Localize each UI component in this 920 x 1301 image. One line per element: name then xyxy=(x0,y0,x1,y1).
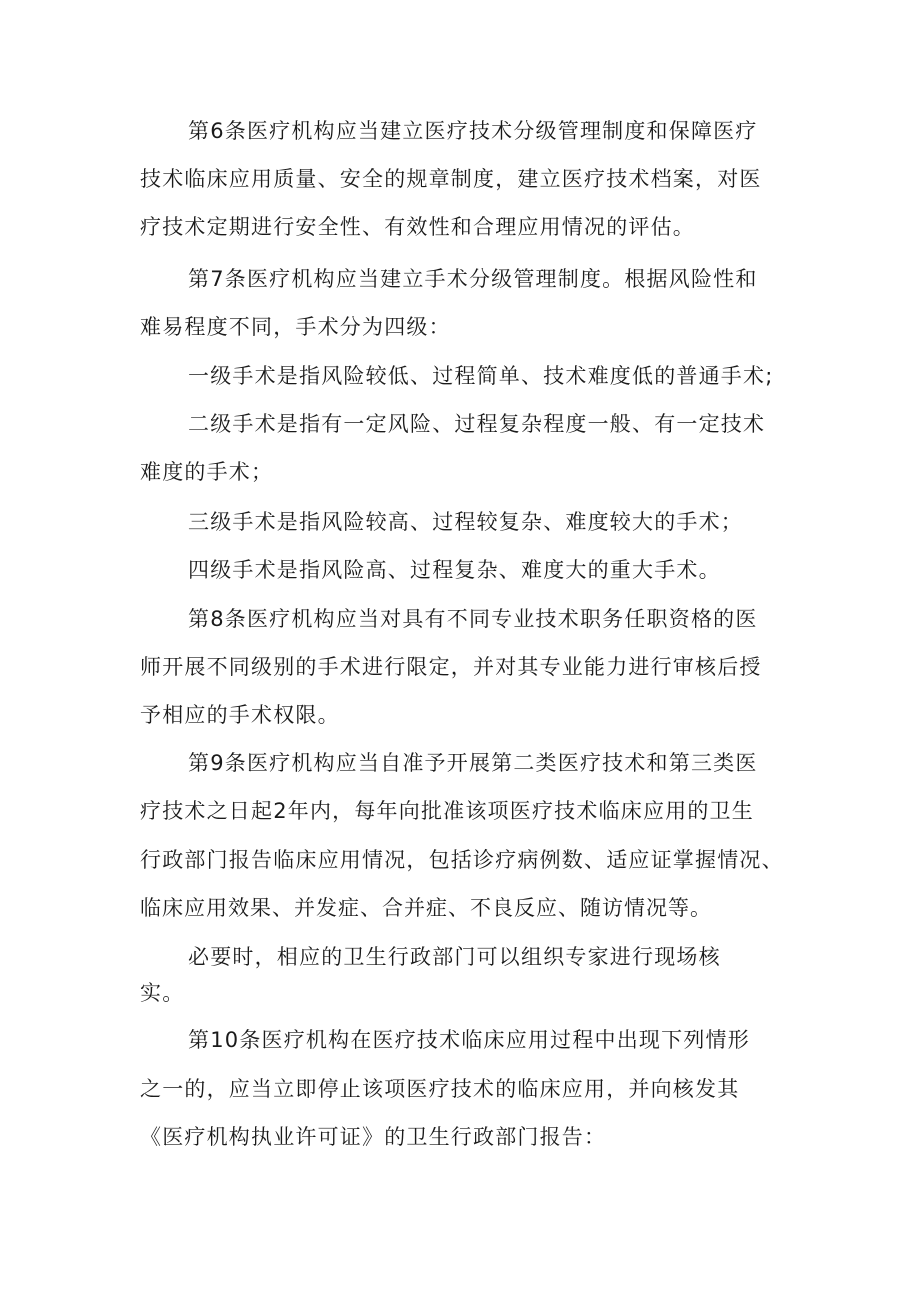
article-10-line-3: 《医疗机构执业许可证》的卫生行政部门报告： xyxy=(140,1125,607,1149)
article-9-line-4: 临床应用效果、并发症、合并症、不良反应、随访情况等。 xyxy=(140,896,712,920)
surgery-level-4: 四级手术是指风险高、过程复杂、难度大的重大手术。 xyxy=(188,558,721,582)
article-6-line-1: 第6条医疗机构应当建立医疗技术分级管理制度和保障医疗 xyxy=(188,119,758,143)
article-6-line-3: 疗技术定期进行安全性、有效性和合理应用情况的评估。 xyxy=(140,215,695,239)
article-9-line-3: 行政部门报告临床应用情况，包括诊疗病例数、适应证掌握情况、 xyxy=(140,848,784,872)
article-9-line-2: 疗技术之日起2年内，每年向批准该项医疗技术临床应用的卫生 xyxy=(140,799,754,823)
article-10-line-2: 之一的，应当立即停止该项医疗技术的临床应用，并向核发其 xyxy=(140,1077,740,1101)
article-9-line-1: 第9条医疗机构应当自准予开展第二类医疗技术和第三类医 xyxy=(188,751,758,775)
article-8-line-3: 予相应的手术权限。 xyxy=(140,703,340,727)
surgery-level-3: 三级手术是指风险较高、过程较复杂、难度较大的手术； xyxy=(188,510,743,534)
verification-line-1: 必要时，相应的卫生行政部门可以组织专家进行现场核 xyxy=(188,945,721,969)
article-6-line-2: 技术临床应用质量、安全的规章制度，建立医疗技术档案，对医 xyxy=(140,167,762,191)
article-8-line-2: 师开展不同级别的手术进行限定，并对其专业能力进行审核后授 xyxy=(140,655,762,679)
article-7-line-1: 第7条医疗机构应当建立手术分级管理制度。根据风险性和 xyxy=(188,267,758,291)
article-10-line-1: 第10条医疗机构在医疗技术临床应用过程中出现下列情形 xyxy=(188,1028,750,1052)
surgery-level-2-line-1: 二级手术是指有一定风险、过程复杂程度一般、有一定技术 xyxy=(188,412,766,436)
article-7-line-2: 难易程度不同，手术分为四级： xyxy=(140,315,451,339)
verification-line-2: 实。 xyxy=(140,981,185,1005)
surgery-level-1: 一级手术是指风险较低、过程简单、技术难度低的普通手术; xyxy=(188,364,774,388)
surgery-level-2-line-2: 难度的手术； xyxy=(140,460,274,484)
article-8-line-1: 第8条医疗机构应当对具有不同专业技术职务任职资格的医 xyxy=(188,607,758,631)
